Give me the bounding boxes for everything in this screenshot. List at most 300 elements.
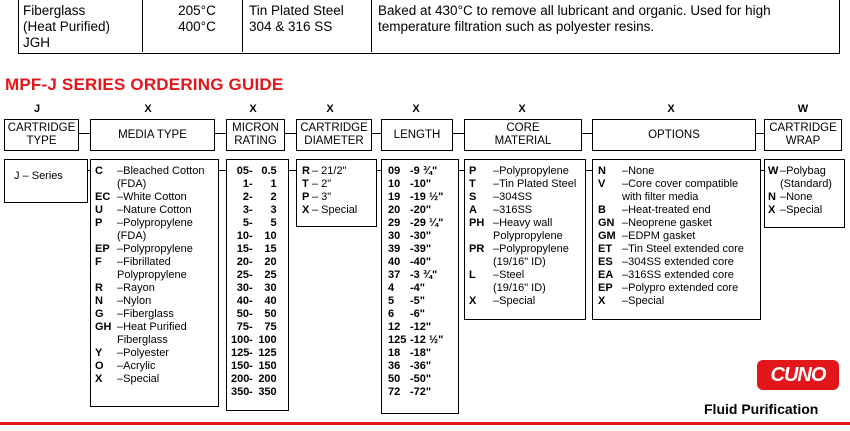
item-description: Polypropylene: [117, 269, 187, 281]
header-line: MICRON: [232, 122, 279, 134]
item-code: N: [768, 191, 776, 203]
list-item: [388, 217, 458, 230]
item-code: 30: [236, 282, 249, 294]
item-description: –Nature Cotton: [117, 204, 192, 216]
item-code: 200: [231, 373, 250, 385]
list-item: [388, 321, 458, 334]
item-code: 75: [236, 321, 249, 333]
list-item: [388, 230, 458, 243]
item-description: –Polypropylene: [493, 243, 569, 255]
item-code: 20: [388, 204, 401, 216]
item-code: A: [469, 204, 477, 216]
item-code: 20: [236, 256, 249, 268]
list-item: [95, 165, 218, 178]
item-code: ES: [598, 256, 613, 268]
header-line: RATING: [234, 135, 277, 147]
list-item: [469, 178, 585, 191]
list-item: [95, 217, 218, 230]
item-description: –Polypropylene: [117, 217, 193, 229]
item-code: GN: [598, 217, 615, 229]
item-code: R: [302, 165, 310, 177]
list-item: [95, 243, 218, 256]
item-description: –Neoprene gasket: [622, 217, 712, 229]
temperature-line: 205°C: [178, 3, 216, 18]
item-code: GM: [598, 230, 616, 242]
item-description: -3 ¾": [410, 269, 438, 281]
item-code: 125: [388, 334, 407, 346]
item-separator: -: [249, 256, 253, 268]
list-item: [95, 347, 218, 360]
temperature-cell: [142, 0, 252, 55]
header-line: CARTRIDGE: [7, 122, 76, 134]
item-description: Polypropylene: [493, 230, 563, 242]
item-description: 10: [264, 230, 277, 242]
list-item: [469, 256, 585, 269]
item-description: –Polybag: [780, 165, 826, 177]
core-material-header: [464, 119, 582, 151]
list-item: [95, 321, 218, 334]
list-item: [95, 269, 218, 282]
item-code: 5: [388, 295, 395, 307]
item-description: 20: [264, 256, 277, 268]
code-letter: X: [326, 103, 334, 115]
item-code: N: [598, 165, 606, 177]
item-description: -40": [410, 256, 432, 268]
options-header: [592, 119, 756, 151]
notes-line: Baked at 430°C to remove all lubricant and organic. Used for high: [378, 3, 771, 18]
item-code: 37: [388, 269, 401, 281]
list-item: [95, 256, 218, 269]
item-separator: -: [249, 360, 253, 372]
item-separator: -: [249, 191, 253, 203]
item-code: 125: [231, 347, 250, 359]
item-description: with filter media: [622, 191, 699, 203]
list-item: [95, 334, 218, 347]
list-item: [768, 191, 844, 204]
item-code: [95, 269, 117, 282]
list-item: [231, 282, 288, 295]
item-description: 2: [270, 191, 277, 203]
item-code: [469, 256, 493, 269]
notes-cell: [378, 0, 838, 55]
item-code: X: [302, 204, 310, 216]
item-code: EA: [598, 269, 614, 281]
item-description: –Special: [117, 373, 160, 385]
item-code: 36: [388, 360, 401, 372]
item-code: P: [302, 191, 310, 203]
item-description: 125: [258, 347, 277, 359]
item-description: -4": [410, 282, 425, 294]
item-separator: -: [249, 230, 253, 242]
item-code: [469, 282, 493, 295]
list-item: [598, 165, 760, 178]
core-cell: [249, 0, 379, 55]
list-item: [598, 282, 760, 295]
item-code: X: [768, 204, 776, 216]
list-item: [231, 230, 288, 243]
list-item: [598, 191, 760, 204]
list-item: [388, 269, 458, 282]
item-description: -9 ¾": [410, 165, 438, 177]
list-item: [388, 204, 458, 217]
item-description: –304SS extended core: [622, 256, 734, 268]
item-description: –Core cover compatible: [622, 178, 739, 190]
options-box: [592, 159, 761, 320]
list-item: [388, 347, 458, 360]
item-description: –EDPM gasket: [622, 230, 696, 242]
list-item: [388, 243, 458, 256]
cartridge-wrap-header: [764, 119, 842, 151]
cuno-logo: CUNO: [757, 360, 839, 390]
list-item: [598, 230, 760, 243]
header-line: OPTIONS: [648, 128, 700, 141]
item-code: [95, 230, 117, 243]
item-description: –316SS: [493, 204, 533, 216]
item-separator: -: [249, 386, 253, 398]
list-item: [469, 165, 585, 178]
cartridge-type-box: [4, 159, 88, 203]
list-item: [231, 243, 288, 256]
item-description: –Acrylic: [117, 360, 156, 372]
list-item: [388, 178, 458, 191]
cartridge-type-value: J – Series: [14, 170, 63, 182]
item-code: 15: [236, 243, 249, 255]
list-item: [231, 204, 288, 217]
item-code: U: [95, 204, 103, 216]
item-separator: -: [249, 321, 253, 333]
item-code: EP: [95, 243, 110, 255]
length-box: [381, 159, 459, 414]
item-separator: -: [249, 347, 253, 359]
list-item: [302, 191, 376, 204]
item-separator: -: [249, 308, 253, 320]
item-description: 150: [258, 360, 277, 372]
list-item: [469, 282, 585, 295]
item-code: 09: [388, 165, 401, 177]
item-code: 50: [236, 308, 249, 320]
list-item: [388, 373, 458, 386]
list-item: [231, 269, 288, 282]
list-item: [768, 204, 844, 217]
item-description: -10": [410, 178, 432, 190]
list-item: [388, 360, 458, 373]
item-code: P: [469, 165, 477, 177]
list-item: [388, 334, 458, 347]
item-description: –Tin Plated Steel: [493, 178, 577, 190]
list-item: [95, 204, 218, 217]
list-item: [302, 204, 376, 217]
item-code: EP: [598, 282, 613, 294]
item-code: 4: [388, 282, 395, 294]
list-item: [231, 178, 288, 191]
header-line: TYPE: [26, 135, 57, 147]
item-description: -18": [410, 347, 432, 359]
material-line: JGH: [23, 35, 50, 50]
core-material-box: [464, 159, 586, 320]
list-item: [231, 191, 288, 204]
item-description: 5: [270, 217, 277, 229]
item-description: –Fiberglass: [117, 308, 174, 320]
list-item: [388, 282, 458, 295]
item-code: X: [469, 295, 477, 307]
item-description: – Special: [312, 204, 358, 216]
list-item: [95, 178, 218, 191]
item-description: –Rayon: [117, 282, 155, 294]
item-description: –None: [622, 165, 655, 177]
list-item: [302, 178, 376, 191]
item-code: L: [469, 269, 476, 281]
list-item: [95, 360, 218, 373]
item-code: R: [95, 282, 103, 294]
item-code: 1: [242, 178, 249, 190]
item-code: T: [302, 178, 309, 190]
list-item: [469, 243, 585, 256]
item-code: EC: [95, 191, 111, 203]
item-description: 200: [258, 373, 277, 385]
item-separator: -: [249, 295, 253, 307]
item-code: B: [598, 204, 606, 216]
micron-rating-box: [226, 159, 289, 411]
item-description: –None: [780, 191, 813, 203]
item-code: 40: [388, 256, 401, 268]
item-code: O: [95, 360, 104, 372]
item-code: P: [95, 217, 103, 229]
item-code: [95, 334, 117, 347]
header-line: LENGTH: [393, 128, 441, 141]
item-description: –Nylon: [117, 295, 152, 307]
item-description: 75: [264, 321, 277, 333]
item-code: GH: [95, 321, 112, 333]
list-item: [598, 295, 760, 308]
list-item: [231, 386, 288, 399]
item-code: 350: [231, 386, 250, 398]
code-letter: X: [667, 103, 675, 115]
code-letter: X: [144, 103, 152, 115]
list-item: [231, 256, 288, 269]
media-type-box: [90, 159, 219, 407]
item-code: S: [469, 191, 477, 203]
list-item: [598, 204, 760, 217]
list-item: [469, 217, 585, 230]
list-item: [388, 165, 458, 178]
item-description: –304SS: [493, 191, 533, 203]
item-description: –Special: [622, 295, 665, 307]
item-description: 0.5: [261, 165, 277, 177]
item-code: 150: [231, 360, 250, 372]
item-code: 6: [388, 308, 395, 320]
item-description: (FDA): [117, 230, 147, 242]
item-code: 39: [388, 243, 401, 255]
list-item: [231, 347, 288, 360]
item-separator: -: [249, 282, 253, 294]
item-description: 30: [264, 282, 277, 294]
list-item: [231, 373, 288, 386]
item-description: – 21/2": [312, 165, 347, 177]
header-line: MATERIAL: [494, 135, 552, 147]
item-description: -12 ½": [410, 334, 444, 346]
material-line: Fiberglass: [23, 3, 86, 18]
item-description: -12": [410, 321, 432, 333]
item-description: 100: [258, 334, 277, 346]
list-item: [231, 295, 288, 308]
material-cell: [23, 0, 153, 55]
item-description: –Polypropylene: [117, 243, 193, 255]
item-code: PH: [469, 217, 485, 229]
item-description: 25: [264, 269, 277, 281]
item-description: (Standard): [780, 178, 832, 190]
item-description: –Steel: [493, 269, 525, 281]
item-separator: -: [249, 165, 253, 177]
list-item: [598, 178, 760, 191]
code-letter: J: [33, 103, 41, 115]
item-description: 15: [264, 243, 277, 255]
list-item: [598, 217, 760, 230]
item-description: –Heat-treated end: [622, 204, 711, 216]
item-code: 12: [388, 321, 401, 333]
item-separator: -: [249, 204, 253, 216]
item-code: 2: [242, 191, 249, 203]
list-item: [388, 308, 458, 321]
item-separator: -: [249, 373, 253, 385]
item-code: [768, 178, 780, 191]
notes-line: temperature filtration such as polyester resins.: [378, 19, 655, 34]
item-description: –Special: [493, 295, 536, 307]
list-item: [469, 191, 585, 204]
list-item: [231, 217, 288, 230]
item-code: 72: [388, 386, 401, 398]
header-line: DIAMETER: [304, 135, 364, 147]
item-code: 18: [388, 347, 401, 359]
list-item: [469, 295, 585, 308]
cartridge-wrap-box: [764, 159, 845, 228]
item-description: –White Cotton: [117, 191, 187, 203]
list-item: [388, 295, 458, 308]
header-line: CARTRIDGE: [769, 122, 837, 134]
item-separator: -: [249, 243, 253, 255]
list-item: [231, 334, 288, 347]
item-description: (19/16" ID): [493, 256, 546, 268]
list-item: [768, 178, 844, 191]
length-header: [381, 119, 453, 151]
item-separator: -: [249, 217, 253, 229]
temperature-line: 400°C: [178, 19, 216, 34]
item-code: 3: [242, 204, 249, 216]
item-separator: -: [249, 334, 253, 346]
item-description: -6": [410, 308, 425, 320]
item-code: F: [95, 256, 102, 268]
list-item: [598, 269, 760, 282]
item-code: 10: [236, 230, 249, 242]
item-code: 40: [236, 295, 249, 307]
item-separator: -: [249, 269, 253, 281]
list-item: [231, 165, 288, 178]
list-item: [598, 256, 760, 269]
item-code: 10: [388, 178, 401, 190]
item-description: – 2": [312, 178, 332, 190]
item-description: –316SS extended core: [622, 269, 734, 281]
item-description: -50": [410, 373, 432, 385]
spec-table: [18, 0, 840, 54]
core-line: 304 & 316 SS: [249, 19, 333, 34]
micron-rating-header: [226, 119, 285, 151]
code-letter: X: [249, 103, 257, 115]
item-description: Fiberglass: [117, 334, 168, 346]
header-line: CORE: [506, 122, 540, 134]
item-code: 50: [388, 373, 401, 385]
item-code: 25: [236, 269, 249, 281]
list-item: [388, 191, 458, 204]
item-code: 5: [242, 217, 249, 229]
list-item: [598, 243, 760, 256]
list-item: [469, 230, 585, 243]
item-code: 29: [388, 217, 401, 229]
list-item: [768, 165, 844, 178]
item-code: 100: [231, 334, 250, 346]
cartridge-diameter-header: [296, 119, 372, 151]
item-description: –Tin Steel extended core: [622, 243, 744, 255]
item-code: W: [768, 165, 779, 177]
list-item: [95, 308, 218, 321]
item-description: –Heat Purified: [117, 321, 187, 333]
item-code: 05: [236, 165, 249, 177]
footer-divider: [0, 422, 850, 425]
list-item: [95, 191, 218, 204]
item-description: (19/16" ID): [493, 282, 546, 294]
header-line: MEDIA TYPE: [118, 128, 187, 141]
item-code: X: [95, 373, 103, 385]
item-code: Y: [95, 347, 103, 359]
list-item: [469, 269, 585, 282]
code-letter: X: [412, 103, 420, 115]
item-description: –Fibrillated: [117, 256, 171, 268]
code-letter: W: [797, 103, 809, 115]
header-line: WRAP: [785, 135, 821, 147]
item-description: -5": [410, 295, 425, 307]
item-code: [598, 191, 622, 204]
item-description: –Heavy wall: [493, 217, 553, 229]
cartridge-type-header: [4, 119, 79, 151]
item-description: –Polypro extended core: [622, 282, 739, 294]
list-item: [231, 321, 288, 334]
item-code: V: [598, 178, 606, 190]
list-item: [95, 282, 218, 295]
core-line: Tin Plated Steel: [249, 3, 344, 18]
item-code: [469, 230, 493, 243]
item-description: – 3": [312, 191, 332, 203]
item-description: -39": [410, 243, 432, 255]
list-item: [469, 204, 585, 217]
list-item: [95, 373, 218, 386]
item-code: C: [95, 165, 103, 177]
code-letter: X: [518, 103, 526, 115]
list-item: [231, 308, 288, 321]
fluid-purification-label: Fluid Purification: [704, 401, 819, 417]
item-code: [95, 178, 117, 191]
list-item: [388, 386, 458, 399]
list-item: [231, 360, 288, 373]
item-description: –Polyester: [117, 347, 169, 359]
item-description: -29 ¼": [410, 217, 444, 229]
cartridge-diameter-box: [296, 159, 377, 227]
item-code: 30: [388, 230, 401, 242]
item-description: -20": [410, 204, 432, 216]
ordering-guide-title: MPF-J SERIES ORDERING GUIDE: [5, 75, 284, 94]
item-code: ET: [598, 243, 613, 255]
item-separator: -: [249, 178, 253, 190]
list-item: [95, 230, 218, 243]
list-item: [95, 295, 218, 308]
item-description: –Bleached Cotton: [117, 165, 205, 177]
